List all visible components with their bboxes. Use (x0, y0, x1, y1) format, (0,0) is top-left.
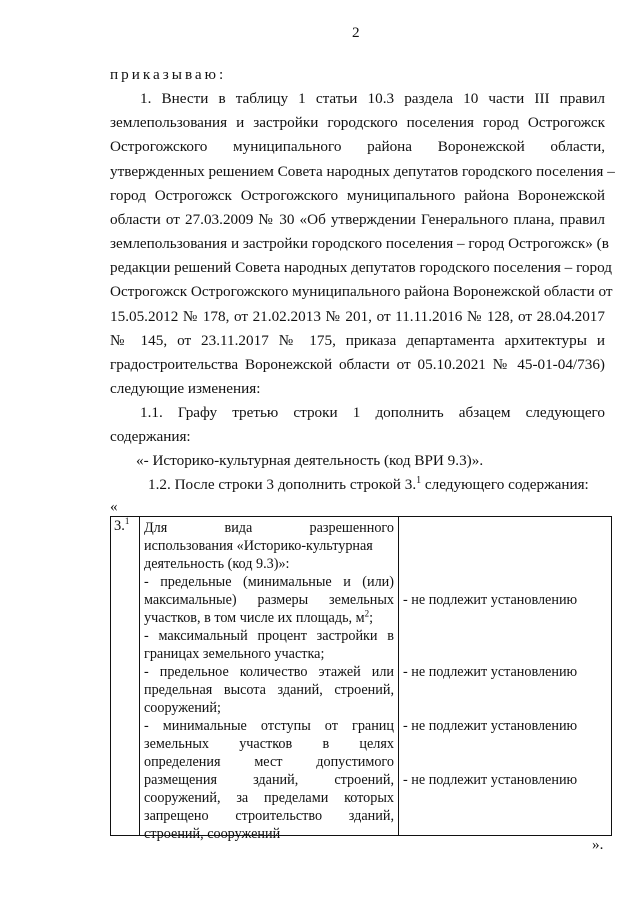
description-line: запрещено строительство зданий, (144, 808, 394, 824)
description-line: деятельность (код 9.3)»: (144, 556, 290, 572)
paragraph-line: содержания: (110, 428, 191, 445)
item-1-2-sup: 1 (416, 474, 422, 486)
paragraph-line: № 145, от 23.11.2017 № 175, приказа департамента архитектуры и (110, 332, 605, 349)
description-line: строений, сооружений (144, 826, 281, 842)
paragraph-line: землепользования и застройки городского поселения город Острогожск (110, 114, 605, 131)
paragraph-line: Острогожского муниципального района Воронежской области, (110, 138, 605, 155)
value-not-set: - не подлежит установлению (403, 664, 578, 680)
paragraph-line: землепользования и застройки городского поселения – город Острогожск» (в (110, 235, 609, 252)
description-line: - предельное количество этажей или (144, 664, 394, 680)
paragraph-line: области от 27.03.2009 № 30 «Об утверждении Генерального плана, правил (110, 211, 605, 228)
item-1-1-quote: «- Историко-культурная деятельность (код ВРИ 9.3)». (136, 452, 484, 469)
paragraph-line: градостроительства Воронежской области от 05.10.2021 № 45-01-04/736) (110, 356, 605, 373)
value-not-set: - не подлежит установлению (403, 718, 578, 734)
paragraph-line: город Острогожск Острогожского муниципального района Воронежской (110, 187, 605, 204)
item-1-2-after: следующего содержания: (421, 476, 589, 493)
row-number: 3.$^1$ (114, 516, 130, 534)
amendment-table (110, 516, 612, 842)
value-not-set: - не подлежит установлению (403, 772, 578, 788)
description-line: границах земельного участка; (144, 646, 325, 662)
description-line: - минимальные отступы от границ (144, 718, 394, 734)
paragraph-line: редакции решений Совета народных депутатов городского поселения – город (110, 259, 612, 276)
paragraph-line: 1.1. Графу третью строки 1 дополнить абзацем следующего (140, 404, 605, 421)
description-line: размещения зданий, строений, (144, 772, 394, 788)
order-word: приказываю: (110, 66, 227, 83)
value-not-set: - не подлежит установлению (403, 592, 578, 608)
open-quote: « (110, 498, 118, 515)
table-divider (139, 517, 140, 835)
paragraph-line: утвержденных решением Совета народных депутатов городского поселения – (110, 163, 615, 180)
description-line: участков, в том числе их площадь, $м^2$; (144, 608, 374, 626)
description-line: сооружений; (144, 700, 221, 716)
description-line: предельная высота зданий, строений, (144, 682, 394, 698)
description-line: использования «Историко-культурная (144, 538, 373, 554)
area-sup: 2 (364, 608, 370, 619)
page-number: 2 (352, 24, 360, 41)
description-line: - предельные (минимальные и (или) (144, 574, 394, 590)
item-1-2 (148, 474, 589, 496)
description-line: определения мест допустимого (144, 754, 394, 770)
paragraph-line: Острогожск Острогожского муниципального района Воронежской области от (110, 283, 613, 300)
description-line: - максимальный процент застройки в (144, 628, 394, 644)
description-line: земельных участков в целях (144, 736, 394, 752)
item-1-2-before: 1.2. После строки 3 дополнить строкой 3. (148, 476, 417, 493)
paragraph-line: 1. Внести в таблицу 1 статьи 10.3 раздела 10 части III правил (140, 90, 605, 107)
paragraph-line: следующие изменения: (110, 380, 261, 397)
description-line: максимальные) размеры земельных (144, 592, 394, 608)
description-line: сооружений, за пределами которых (144, 790, 394, 806)
close-quote: ». (592, 836, 604, 853)
description-line: Для вида разрешенного (144, 520, 394, 536)
table-divider (398, 517, 399, 835)
row-number-sup: 1 (124, 516, 130, 527)
paragraph-line: 15.05.2012 № 178, от 21.02.2013 № 201, от 11.11.2016 № 128, от 28.04.2017 (110, 308, 605, 325)
